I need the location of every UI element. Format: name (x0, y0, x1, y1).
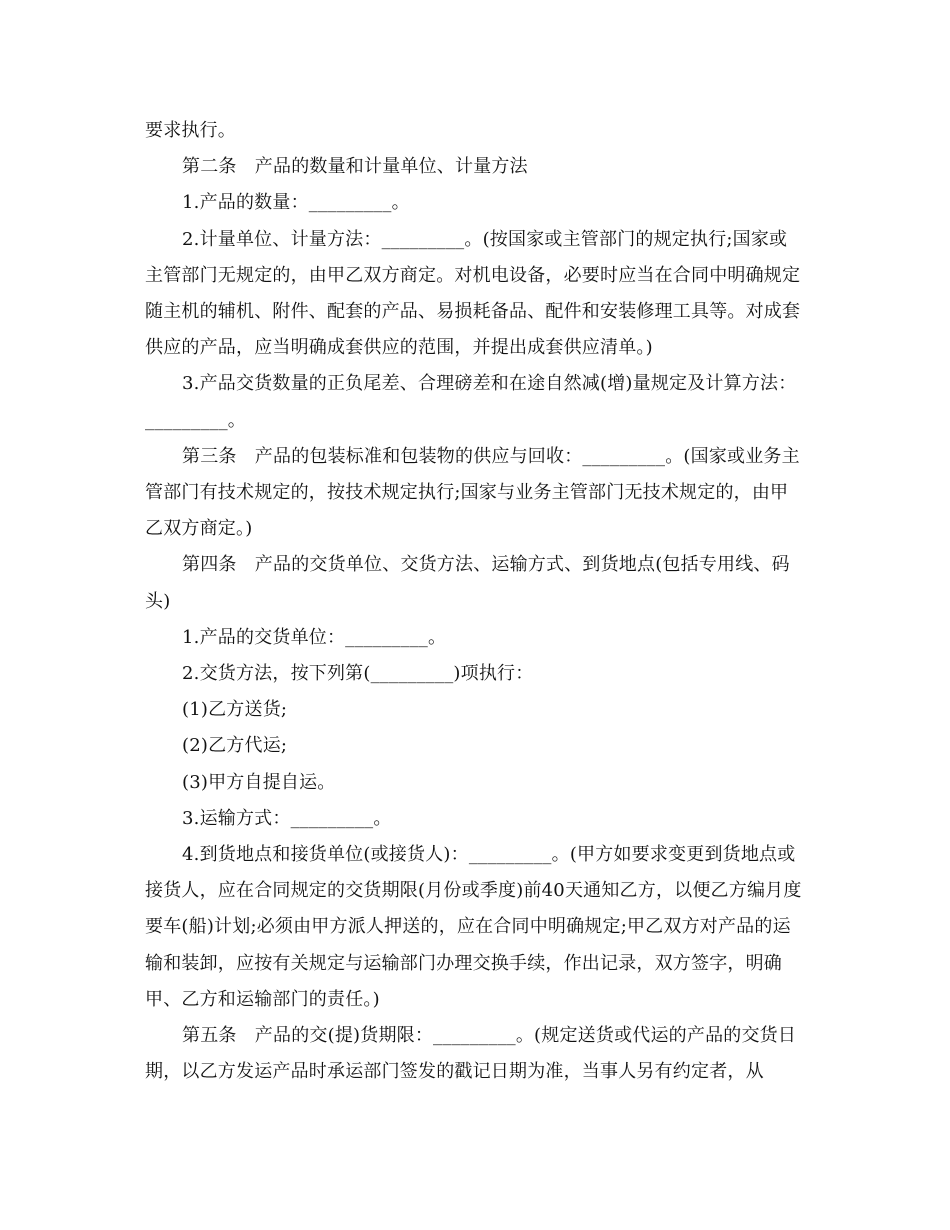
article-4-item-2: 2.交货方法，按下列第(_________)项执行： (182, 663, 534, 685)
paragraph-continuation: 要求执行。 (145, 120, 236, 141)
article-3: 第三条 产品的包装标准和包装物的供应与回收：_________。(国家或业务主管部门有技术规定的，按技术规定执行;国家与业务主管部门无技术规定的，由甲乙双方商定。) (145, 445, 800, 540)
article-4-option-3: (3)甲方自提自运。 (182, 771, 336, 793)
article-4-item-3: 3.运输方式：_________。 (182, 807, 392, 829)
document-body (145, 113, 805, 1090)
article-2-item-3: 3.产品交货数量的正负尾差、合理磅差和在途自然减(增)量规定及计算方法：_________。 (145, 373, 797, 431)
article-4-option-1: (1)乙方送货; (182, 699, 288, 721)
article-4-heading: 第四条 产品的交货单位、交货方法、运输方式、到货地点(包括专用线、码头) (145, 554, 790, 612)
article-5: 第五条 产品的交(提)货期限：_________。(规定送货或代运的产品的交货日期，以乙方发运产品时承运部门签发的戳记日期为准，当事人另有约定者，从 (145, 1025, 797, 1083)
article-4-option-2: (2)乙方代运; (182, 735, 288, 757)
article-4-item-1: 1.产品的交货单位：_________。 (182, 626, 447, 648)
article-4-item-4: 4.到货地点和接货单位(或接货人)：_________。(甲方如要求变更到货地点或接货人，应在合同规定的交货期限(月份或季度)前40天通知乙方，以便乙方编月度要车(船)计划;必须由甲方派人押送的，应在合同中明确规定;甲乙双方对产品的运输和装卸，应按有关规定与运输部门办理交换手续，作出记录，双方签字，明确甲、乙方和运输部门的责任。) (145, 844, 802, 1010)
article-2-heading: 第二条 产品的数量和计量单位、计量方法 (182, 156, 528, 178)
article-2-item-1: 1.产品的数量：_________。 (182, 192, 410, 214)
article-2-item-2: 2.计量单位、计量方法：_________。(按国家或主管部门的规定执行;国家或主管部门无规定的，由甲乙双方商定。对机电设备，必要时应当在合同中明确规定随主机的辅机、附件、配套的产品、易损耗备品、配件和安装修理工具等。对成套供应的产品，应当明确成套供应的范围，并提出成套供应清单。) (145, 228, 801, 359)
